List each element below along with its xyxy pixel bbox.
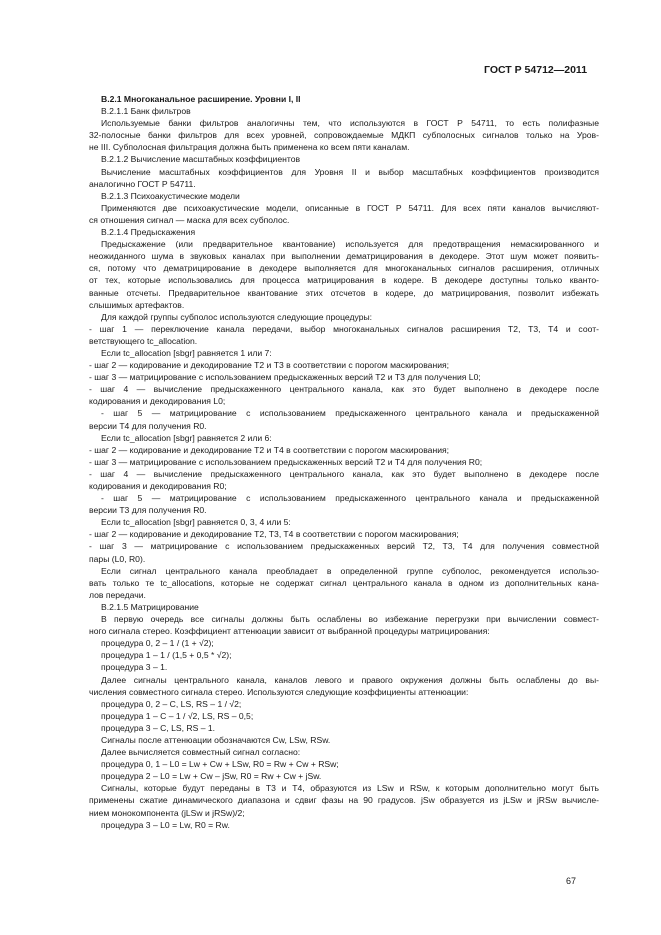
text-line: B.2.1.3 Психоакустические модели <box>101 190 240 201</box>
text-line: слышимых артефактов. <box>89 299 185 310</box>
document-header: ГОСТ Р 54712—2011 <box>484 64 588 76</box>
text-line: процедура 3 – L0 = Lw, R0 = Rw. <box>101 819 230 830</box>
text-line: ся отношения сигнал — маска для всех субполос. <box>89 214 290 225</box>
text-line: Если tc_allocation [sbgr] равняется 2 или 6: <box>101 432 272 443</box>
text-line: - шаг 4 — вычисление предыскаженного центрального канала, как это будет выполнено в декодере после <box>89 468 599 479</box>
text-line: Далее сигналы центрального канала, каналов левого и правого окружения должны быть ослаблены до вы- <box>101 674 599 685</box>
text-line: Используемые банки фильтров аналогичны тем, что используются в ГОСТ Р 54711, то есть полифазные <box>101 118 599 129</box>
text-line: - шаг 3 — матрицирование с использованием предыскаженных версий T2 и T4 для получения R0; <box>89 456 483 467</box>
text-line: Если tc_allocation [sbgr] равняется 0, 3, 4 или 5: <box>101 517 291 528</box>
text-line: процедура 0, 2 – 1 / (1 + √2); <box>101 638 214 649</box>
text-line: В первую очередь все сигналы должны быть ослаблены во избежание перегрузки при вычислении совмест- <box>101 614 599 625</box>
text-line: 32-полосные банки фильтров для всех уровней, сопровождаемые МДКП субполосных сигналов только на Уров- <box>89 130 599 141</box>
text-line: - шаг 2 — кодирование и декодирование T2, T3, T4 в соответствии с порогом маскирования; <box>89 529 459 540</box>
text-line: процедура 0, 1 – L0 = Lw + Cw + LSw, R0 = Rw + Cw + RSw; <box>101 759 339 770</box>
text-line: процедура 0, 2 – C, LS, RS – 1 / √2; <box>101 698 242 709</box>
text-line: применены сжатие динамического диапазона и сдвиг фазы на 90 градусов. jSw образуется из jLSw и jRSw вычисле- <box>89 795 599 806</box>
text-line: Сигналы, которые будут переданы в T3 и T4, образуются из LSw и RSw, к которым дополнительно могут быть <box>101 783 599 794</box>
text-line: версии T4 для получения R0. <box>89 420 207 431</box>
text-line: B.2.1.5 Матрицирование <box>101 601 199 612</box>
text-line: ванные отсчеты. Предварительное квантование этих отсчетов в кодере, до матрицирования, позволит избежать <box>89 287 599 298</box>
text-line: - шаг 5 — матрицирование с использованием предыскаженного центрального канала и предыскаженной <box>101 493 599 504</box>
text-line: Если tc_allocation [sbgr] равняется 1 или 7: <box>101 347 272 358</box>
text-line: B.2.1.1 Банк фильтров <box>101 106 191 117</box>
text-line: процедура 1 – 1 / (1,5 + 0,5 * √2); <box>101 650 232 661</box>
text-line: вать только те tc_allocations, которые не содержат сигнал центрального канала в одном из дополнительных кана- <box>89 577 599 588</box>
text-line: Сигналы после аттенюации обозначаются Cw, LSw, RSw. <box>101 734 331 745</box>
text-line: версии T3 для получения R0. <box>89 505 207 516</box>
text-line: - шаг 5 — матрицирование с использованием предыскаженного центрального канала и предыскаженной <box>101 408 599 419</box>
text-line: процедура 2 – L0 = Lw + Cw – jSw, R0 = Rw + Cw + jSw. <box>101 771 322 782</box>
text-line: процедура 3 – 1. <box>101 662 168 673</box>
text-line: - шаг 4 — вычисление предыскаженного центрального канала, как это будет выполнено в декодере после <box>89 384 599 395</box>
text-line: лов передачи. <box>89 589 146 600</box>
text-line: B.2.1.2 Вычисление масштабных коэффициентов <box>101 154 301 165</box>
document-body <box>89 93 599 831</box>
text-line: неожиданного шума в звуковых каналах при выполнении дематрицирования в декодере. Этот шум может появить- <box>89 251 599 262</box>
text-line: процедура 1 – C – 1 / √2, LS, RS – 0,5; <box>101 710 254 721</box>
text-line: - шаг 2 — кодирование и декодирование T2 и T3 в соответствии с порогом маскирования; <box>89 360 450 371</box>
text-line: Предыскажение (или предварительное квантование) используется для предотвращения немаскированного и <box>101 239 599 250</box>
text-line: числения совместного сигнала стерео. Используются следующие коэффициенты аттенюации: <box>89 686 469 697</box>
text-line: ного сигнала стерео. Коэффициент аттенюации зависит от выбранной процедуры матрицирования: <box>89 626 490 637</box>
text-line: ся, потому что дематрицирование в декодере выполняется для многоканальных сигналов расширения, отличных <box>89 263 599 274</box>
page-number: 67 <box>566 876 577 886</box>
text-line: кодирования и декодирования R0; <box>89 481 227 491</box>
text-line: нием монокомпонента (jLSw и jRSw)/2; <box>89 807 245 818</box>
text-line: - шаг 2 — кодирование и декодирование T2 и T4 в соответствии с порогом маскирования; <box>89 444 450 455</box>
text-line: пары (L0, R0). <box>89 553 146 564</box>
text-line: Вычисление масштабных коэффициентов для Уровня II и выбор масштабных коэффициентов производится <box>101 166 599 177</box>
text-line: Применяются две психоакустические модели, описанные в ГОСТ Р 54711. Для всех пяти каналов вычисляют- <box>101 202 599 213</box>
text-line: - шаг 3 — матрицирование с использованием предыскаженных версий T2 и T3 для получения L0; <box>89 372 481 383</box>
text-line: кодирования и декодирования L0; <box>89 396 226 407</box>
text-line: Для каждой группы субполос используются следующие процедуры: <box>101 311 373 322</box>
text-line: - шаг 3 — матрицирование с использованием предыскаженных версий T2, T3, T4 для получения совместной <box>89 541 599 552</box>
text-line: B.2.1 Многоканальное расширение. Уровни I, II <box>101 94 301 104</box>
text-line: Далее вычисляется совместный сигнал согласно: <box>101 747 301 758</box>
text-line: Если сигнал центрального канала преобладает в определенной группе субполос, рекомендуется использо- <box>101 565 599 576</box>
text-line: от тех, которые использовались для процесса матрицирования в кодере. В декодере доступны только кванто- <box>89 275 599 286</box>
text-line: - шаг 1 — переключение канала передачи, выбор многоканальных сигналов расширения T2, T3, T4 и соот- <box>89 323 599 334</box>
text-line: ветствующего tc_allocation. <box>89 335 198 346</box>
text-line: аналогично ГОСТ Р 54711. <box>89 178 196 189</box>
text-line: не III. Субполосная фильтрация должна быть применена ко всем пяти каналам. <box>89 142 410 153</box>
text-line: процедура 3 – C, LS, RS – 1. <box>101 722 216 733</box>
text-line: B.2.1.4 Предыскажения <box>101 227 196 238</box>
